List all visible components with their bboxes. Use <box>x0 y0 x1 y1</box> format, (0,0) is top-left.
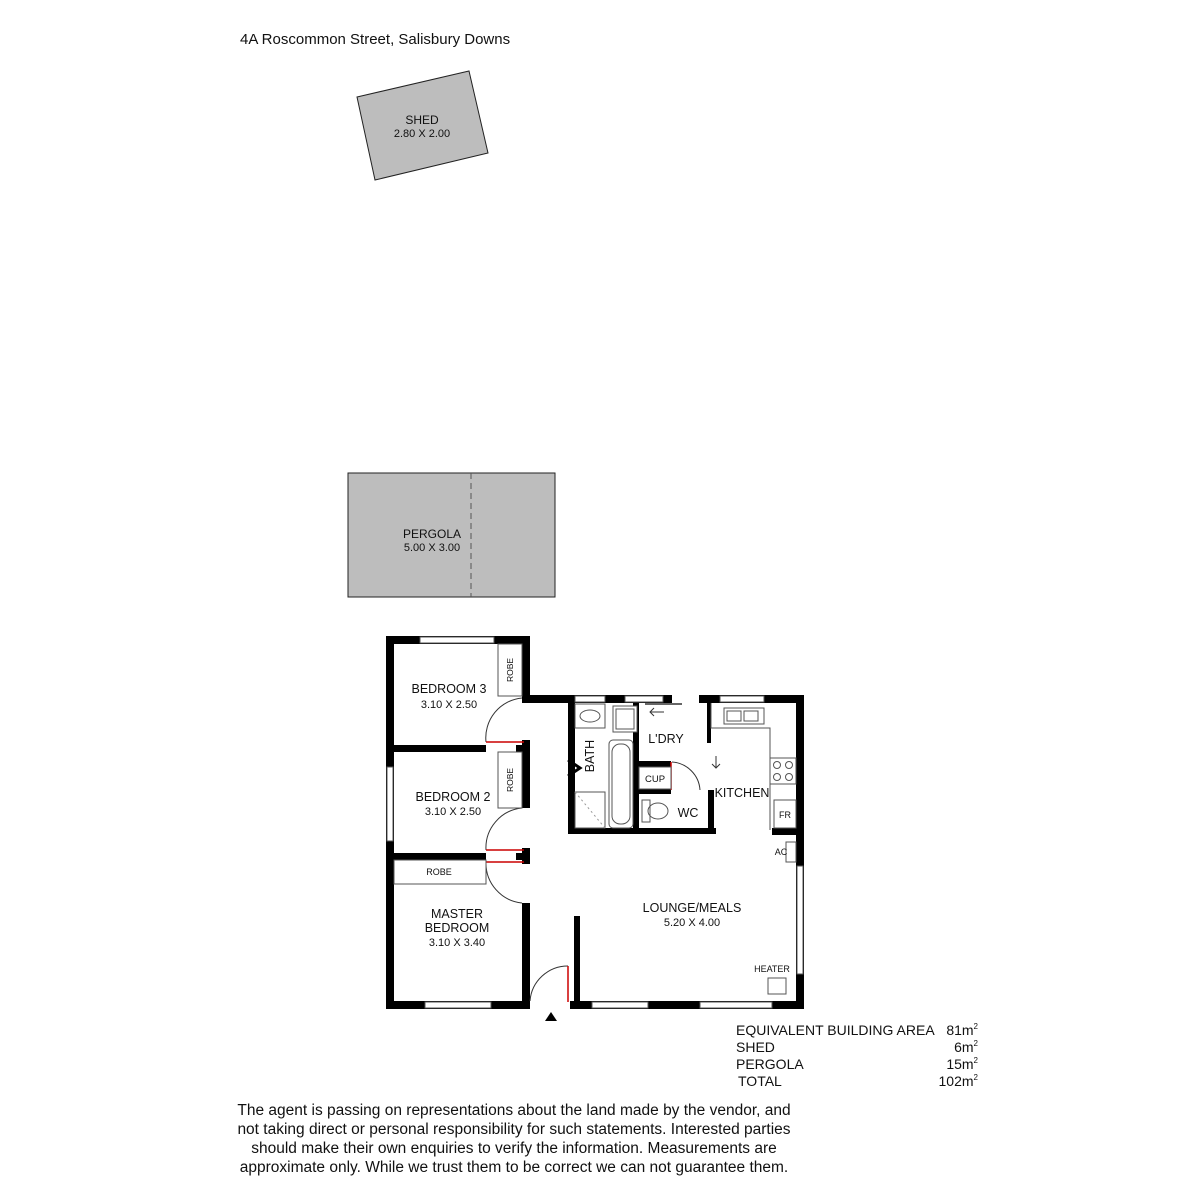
window-lounge-east <box>797 866 803 974</box>
wall-lounge-west <box>574 916 580 1001</box>
wall-kitchen-nib <box>772 828 800 835</box>
area-value: 6m <box>954 1039 974 1055</box>
area-label: EQUIVALENT BUILDING AREA <box>736 1022 935 1038</box>
area-unit-sup: 2 <box>973 1039 978 1048</box>
disclaimer <box>214 1101 814 1177</box>
window-lounge-south-1 <box>592 1002 648 1008</box>
area-row-total <box>736 1073 978 1090</box>
disclaimer-line: approximate only. While we trust them to be correct we can not guarantee them. <box>239 1159 789 1176</box>
wall-laundry-south <box>633 761 671 767</box>
door-front <box>530 966 568 1001</box>
wall-bed2-east <box>522 752 530 808</box>
heater-label: HEATER <box>754 964 790 974</box>
window-kitchen <box>720 696 764 702</box>
kitchen-label: KITCHEN <box>714 786 770 800</box>
wall-bed2-master <box>386 853 486 860</box>
area-label: TOTAL <box>738 1073 782 1089</box>
lounge-size: 5.20 X 4.00 <box>663 917 721 929</box>
window-lounge-south-2 <box>700 1002 772 1008</box>
fridge-label: FR <box>779 810 791 820</box>
master-label-2: BEDROOM <box>424 921 490 935</box>
bath-label: BATH <box>583 739 597 773</box>
area-value-wrap <box>946 1022 978 1039</box>
disclaimer-line: not taking direct or personal responsibility for such statements. Interested parties <box>237 1121 791 1138</box>
area-label: PERGOLA <box>736 1056 804 1072</box>
wall-bedroom-east-upper <box>522 636 530 698</box>
shed <box>357 71 488 180</box>
window-master <box>425 1002 491 1008</box>
area-unit-sup: 2 <box>973 1056 978 1065</box>
wall-master-east <box>522 903 530 1009</box>
master-size: 3.10 X 3.40 <box>428 937 486 949</box>
disclaimer-line: should make their own enquiries to verify the information. Measurements are <box>251 1140 777 1157</box>
disclaimer-line: The agent is passing on representations about the land made by the vendor, and <box>237 1102 791 1119</box>
area-value: 15m <box>946 1056 974 1072</box>
area-summary <box>736 1022 978 1090</box>
kitchen-cooktop <box>770 758 796 784</box>
area-row-pergola <box>736 1056 978 1073</box>
bathtub <box>609 740 633 828</box>
toilet-cistern <box>642 800 650 822</box>
area-unit-sup: 2 <box>973 1073 978 1082</box>
master-label-1: MASTER <box>430 907 484 921</box>
aircon-label: AC <box>774 847 788 857</box>
door-bedroom3 <box>486 698 522 742</box>
window-bath <box>575 696 605 702</box>
pergola-size: 5.00 X 3.00 <box>403 542 461 554</box>
bedroom2-size: 3.10 X 2.50 <box>424 806 482 818</box>
shower-base <box>575 792 605 828</box>
door-bedroom2 <box>486 808 522 850</box>
area-value-wrap <box>954 1039 978 1056</box>
robe-bedroom2-label: ROBE <box>505 767 515 793</box>
shed-size: 2.80 X 2.00 <box>393 128 451 140</box>
wall-bed3-bed2 <box>386 745 486 752</box>
bedroom3-size: 3.10 X 2.50 <box>420 699 478 711</box>
shed-label: SHED <box>405 113 439 127</box>
area-unit-sup: 2 <box>973 1022 978 1031</box>
laundry-label: L'DRY <box>648 732 684 746</box>
toilet-bowl <box>648 803 668 819</box>
pergola-label: PERGOLA <box>402 527 462 541</box>
cupboard-label: CUP <box>644 774 666 785</box>
area-value-wrap <box>939 1073 978 1090</box>
lounge-label: LOUNGE/MEALS <box>642 901 742 915</box>
bedroom3-label: BEDROOM 3 <box>411 682 487 696</box>
entry-marker <box>545 1012 557 1021</box>
aircon-unit <box>786 842 796 862</box>
area-value-wrap <box>946 1056 978 1073</box>
door-wc <box>672 762 700 790</box>
window-bedroom3 <box>420 637 494 643</box>
window-bedroom2 <box>387 767 393 841</box>
wc-label: WC <box>677 806 699 820</box>
pergola <box>348 473 555 597</box>
window-laundry <box>625 696 663 702</box>
door-master <box>486 862 522 903</box>
wall-laundry-east <box>707 703 711 743</box>
area-label: SHED <box>736 1039 775 1055</box>
laundry-tub <box>613 706 637 732</box>
robe-bedroom3-label: ROBE <box>505 657 515 683</box>
area-value: 81m <box>946 1022 974 1038</box>
wall-bath-south <box>568 828 716 834</box>
bedroom2-label: BEDROOM 2 <box>415 790 491 804</box>
robe-master-label: ROBE <box>426 867 452 877</box>
heater-unit <box>768 978 786 994</box>
property-address: 4A Roscommon Street, Salisbury Downs <box>240 31 511 48</box>
wall-wc-divider <box>639 789 671 794</box>
area-row-building <box>736 1022 978 1039</box>
area-value: 102m <box>938 1073 974 1089</box>
wall-wc-east <box>708 790 714 834</box>
area-row-shed <box>736 1039 978 1056</box>
